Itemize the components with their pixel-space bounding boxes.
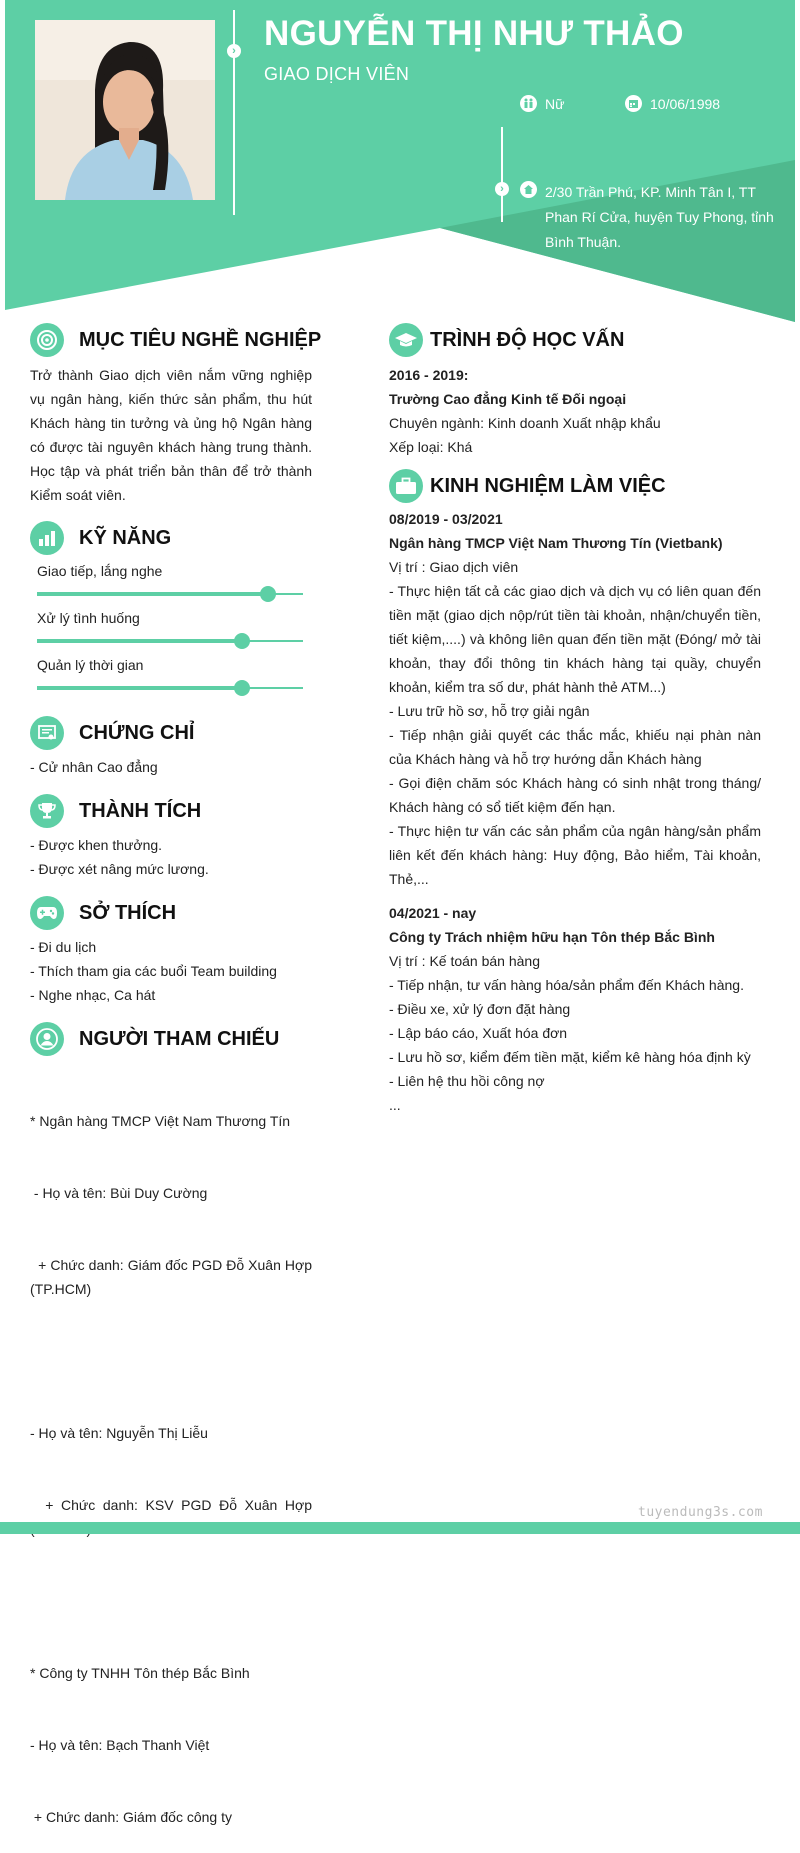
skill-track <box>37 687 303 689</box>
education-grade: Xếp loại: Khá <box>389 439 473 455</box>
skill-row <box>37 610 303 642</box>
gamepad-icon <box>30 896 64 930</box>
job-task: - Lưu hồ sơ, kiểm đếm tiền mặt, kiểm kê hàng hóa định kỳ <box>389 1049 751 1065</box>
skill-level-fill <box>37 639 242 643</box>
education-header <box>389 323 624 357</box>
graduation-cap-icon <box>389 323 423 357</box>
certificates-header <box>30 716 194 750</box>
job-task: - Điều xe, xử lý đơn đặt hàng <box>389 1001 571 1017</box>
references-list <box>30 1061 316 1853</box>
certificates-list <box>30 755 312 779</box>
job-company: Ngân hàng TMCP Việt Nam Thương Tín (Vietbank) <box>389 535 723 551</box>
education-title: TRÌNH ĐỘ HỌC VẤN <box>430 328 625 351</box>
list-item: - Được xét nâng mức lương. <box>30 861 209 877</box>
trophy-icon <box>30 794 64 828</box>
education-details <box>389 363 761 459</box>
job-task: - Tiếp nhận, tư vấn hàng hóa/sản phẩm đến Khách hàng. <box>389 977 744 993</box>
job-role: Vị trí : Giao dịch viên <box>389 559 519 575</box>
skill-level-fill <box>37 686 242 690</box>
certificates-title: CHỨNG CHỈ <box>79 721 195 744</box>
job-task: - Liên hệ thu hồi công nợ <box>389 1073 545 1089</box>
list-item: - Thích tham gia các buổi Team building <box>30 963 277 979</box>
job-period: 04/2021 - nay <box>389 905 477 921</box>
experience-job-2 <box>389 901 761 1117</box>
list-item: - Nghe nhạc, Ca hát <box>30 987 156 1003</box>
chevron-right-icon: › <box>495 182 509 196</box>
list-item: * Ngân hàng TMCP Việt Nam Thương Tín <box>30 1113 291 1129</box>
skill-level-knob <box>260 586 276 602</box>
hobbies-header <box>30 896 176 930</box>
job-task: ... <box>389 1097 401 1113</box>
achievements-header <box>30 794 201 828</box>
hobbies-title: SỞ THÍCH <box>79 901 177 924</box>
list-item <box>30 1349 312 1373</box>
skill-level-knob <box>234 633 250 649</box>
job-task: - Tiếp nhận giải quyết các thắc mắc, khiếu nại phàn nàn của Khách hàng và hỗ trợ hướng dẫn Khách hàng <box>389 727 761 767</box>
skill-label: Quản lý thời gian <box>37 657 144 673</box>
experience-job-1 <box>389 507 761 891</box>
gender-field <box>520 95 564 112</box>
list-item: - Họ và tên: Nguyễn Thị Liễu <box>30 1425 208 1441</box>
list-item: + Chức danh: Giám đốc công ty <box>30 1809 232 1825</box>
calendar-icon <box>625 95 642 112</box>
skill-row <box>37 563 303 595</box>
experience-header <box>389 469 666 503</box>
achievements-list <box>30 833 312 881</box>
list-item: - Cử nhân Cao đẳng <box>30 759 158 775</box>
job-task: - Thực hiện tư vấn các sản phẩm của ngân hàng/sản phẩm liên kết đến khách hàng: Huy động, Bảo hiểm, Tài khoản, Thẻ,... <box>389 823 761 887</box>
avatar-photo <box>35 20 215 200</box>
job-role: Vị trí : Kế toán bán hàng <box>389 953 540 969</box>
job-task: - Thực hiện tất cả các giao dịch và dịch vụ có liên quan đến tiền mặt (giao dịch nộp/rút tiền tài khoản, nhận/chuyển tiền, tiết kiệm,....) và không liên quan đến tiền mặt (Đóng/ mở tài khoản, thay đổi thông tin khách hàng tại quầy, chuyển khoản, kiểm tra số dư, phát hành thẻ ATM...) <box>389 583 761 695</box>
dob-field <box>625 95 720 112</box>
references-title: NGƯỜI THAM CHIẾU <box>79 1027 280 1050</box>
chevron-right-icon: › <box>227 44 241 58</box>
job-period: 08/2019 - 03/2021 <box>389 511 503 527</box>
list-item: * Công ty TNHH Tôn thép Bắc Bình <box>30 1665 250 1681</box>
list-item <box>30 1589 312 1613</box>
skill-label: Giao tiếp, lắng nghe <box>37 563 163 579</box>
references-header <box>30 1022 279 1056</box>
gender-icon <box>520 95 537 112</box>
skill-track <box>37 640 303 642</box>
list-item: - Được khen thưởng. <box>30 837 163 853</box>
watermark: tuyendung3s.com <box>638 1505 763 1520</box>
job-company: Công ty Trách nhiệm hữu hạn Tôn thép Bắc Bình <box>389 929 715 945</box>
education-school: Trường Cao đẳng Kinh tế Đối ngoại <box>389 391 627 407</box>
user-icon <box>30 1022 64 1056</box>
list-item: - Họ và tên: Bùi Duy Cường <box>30 1185 208 1201</box>
footer-bar <box>0 1522 800 1534</box>
skill-track <box>37 593 303 595</box>
header-divider-line <box>233 10 235 215</box>
candidate-position: GIAO DỊCH VIÊN <box>264 64 410 84</box>
skill-row <box>37 657 303 689</box>
bar-chart-icon <box>30 521 64 555</box>
candidate-name: NGUYỄN THỊ NHƯ THẢO <box>264 14 684 53</box>
hobbies-list <box>30 935 312 1007</box>
list-item: + Chức danh: KSV PGD Đỗ Xuân Hợp <box>45 1497 313 1513</box>
skill-level-knob <box>234 680 250 696</box>
experience-title: KINH NGHIỆM LÀM VIỆC <box>430 474 666 497</box>
education-major: Chuyên ngành: Kinh doanh Xuất nhập khẩu <box>389 415 661 431</box>
objective-text: Trở thành Giao dịch viên nắm vững nghiệp vụ ngân hàng, kiến thức sản phẩm, thu hút Khách hàng tin tưởng và ủng hộ Ngân hàng có được tài nguyên khách hàng trung thành. Học tập và phát triển bản thân để trở thành Kiểm soát viên. <box>30 367 312 503</box>
dob-value: 10/06/1998 <box>650 95 721 112</box>
list-item: - Đi du lịch <box>30 939 97 955</box>
list-item: - Họ và tên: Bạch Thanh Việt <box>30 1737 210 1753</box>
achievements-title: THÀNH TÍCH <box>79 799 202 822</box>
certificate-icon <box>30 716 64 750</box>
objective-title: MỤC TIÊU NGHỀ NGHIỆP <box>79 328 322 351</box>
briefcase-icon <box>389 469 423 503</box>
gender-value: Nữ <box>545 95 565 112</box>
skill-level-fill <box>37 592 268 596</box>
list-item: + Chức danh: Giám đốc PGD Đỗ Xuân Hợp (TP.HCM) <box>30 1257 316 1297</box>
objective-header <box>30 323 321 357</box>
header-banner <box>0 0 800 330</box>
skills-header <box>30 521 171 555</box>
target-icon <box>30 323 64 357</box>
job-task: - Lưu trữ hồ sơ, hỗ trợ giải ngân <box>389 703 590 719</box>
education-period: 2016 - 2019: <box>389 367 469 383</box>
job-task: - Gọi điện chăm sóc Khách hàng có sinh nhật trong tháng/ Khách hàng có sổ tiết kiệm đến hạn. <box>389 775 761 815</box>
job-task: - Lập báo cáo, Xuất hóa đơn <box>389 1025 568 1041</box>
address-value: 2/30 Trần Phú, KP. Minh Tân I, TT Phan Rí Cửa, huyện Tuy Phong, tỉnh Bình Thuận. <box>545 184 774 250</box>
home-icon <box>520 181 537 198</box>
contact-divider-line <box>501 127 503 222</box>
skill-label: Xử lý tình huống <box>37 610 140 626</box>
skills-title: KỸ NĂNG <box>79 526 172 549</box>
avatar <box>35 20 215 200</box>
